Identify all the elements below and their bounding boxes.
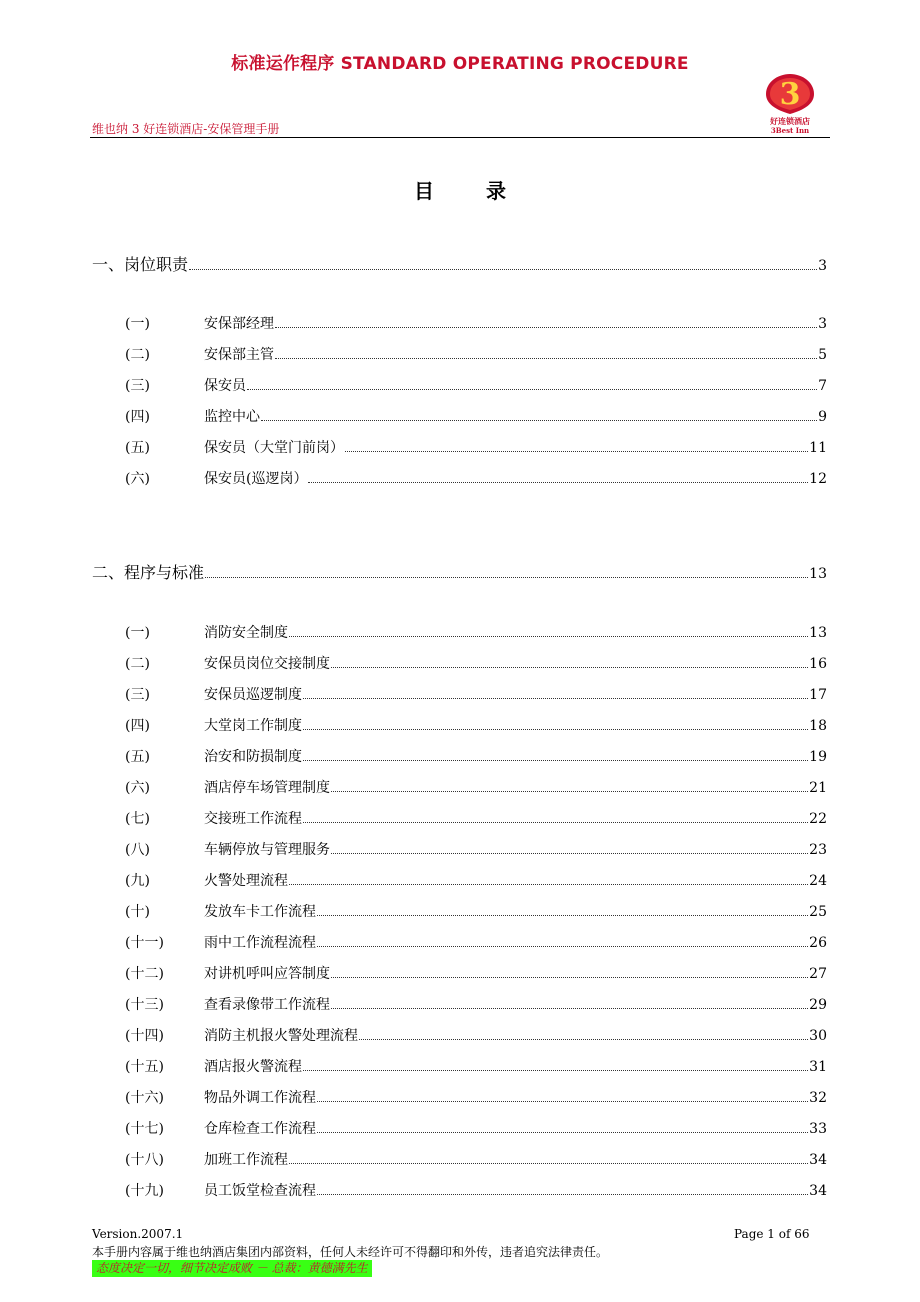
toc-item[interactable]: [125, 901, 827, 925]
toc-item-number: (四): [125, 718, 150, 734]
toc-leader: [359, 1027, 808, 1040]
toc-item[interactable]: [125, 808, 827, 832]
toc-page-number: 25: [809, 904, 827, 920]
toc-item-number: (十四): [125, 1028, 164, 1044]
toc-item-number: (七): [125, 811, 150, 827]
toc-leader: [317, 903, 808, 916]
toc-leader: [303, 810, 808, 823]
toc-item[interactable]: [125, 406, 827, 430]
toc-section[interactable]: [92, 252, 827, 276]
toc-item-number: (六): [125, 780, 150, 796]
toc-page-number: 24: [809, 873, 827, 889]
toc-page-number: 32: [809, 1090, 827, 1106]
toc-item-number: (九): [125, 873, 150, 889]
toc-item-number: (十八): [125, 1152, 164, 1168]
toc-item[interactable]: [125, 622, 827, 646]
toc-item-number: (三): [125, 378, 150, 394]
toc-title: 目 录: [414, 179, 522, 203]
footer-motto: 态度决定一切，细节决定成败 － 总裁：黄德满先生: [92, 1260, 372, 1277]
toc-item-label: 安保员巡逻制度: [204, 687, 302, 703]
toc-item[interactable]: [125, 653, 827, 677]
toc-leader: [345, 439, 808, 452]
toc-item-number: (六): [125, 471, 150, 487]
toc-item-label: 消防安全制度: [204, 625, 288, 641]
toc-item-label: 大堂岗工作制度: [204, 718, 302, 734]
toc-item[interactable]: [125, 1056, 827, 1080]
toc-leader: [331, 841, 808, 854]
toc-page-number: 11: [809, 440, 827, 456]
toc-item-label: 查看录像带工作流程: [204, 997, 330, 1013]
toc-item-label: 车辆停放与管理服务: [204, 842, 330, 858]
toc-item-number: (十五): [125, 1059, 164, 1075]
toc-page-number: 34: [809, 1183, 827, 1199]
toc-item-number: (十三): [125, 997, 164, 1013]
toc-item-label: 酒店报火警流程: [204, 1059, 302, 1075]
toc-item[interactable]: [125, 468, 827, 492]
toc-item-label: 雨中工作流程流程: [204, 935, 316, 951]
toc-item[interactable]: [125, 1025, 827, 1049]
toc-item-label: 火警处理流程: [204, 873, 288, 889]
toc-leader: [303, 686, 808, 699]
toc-item-number: (四): [125, 409, 150, 425]
toc-leader: [205, 563, 808, 578]
toc-item-label: 物品外调工作流程: [204, 1090, 316, 1106]
toc-leader: [189, 255, 817, 270]
toc-item-number: (一): [125, 316, 150, 332]
footer-notice: 本手册内容属于维也纳酒店集团内部资料，任何人未经许可不得翻印和外传，违者追究法律责任。: [92, 1245, 609, 1259]
toc-item-number: (二): [125, 347, 150, 363]
toc-item[interactable]: [125, 715, 827, 739]
toc-section-label: 一、岗位职责: [92, 255, 189, 274]
toc-item-label: 安保部主管: [204, 347, 274, 363]
toc-page-number: 26: [809, 935, 827, 951]
hotel-logo: [760, 70, 820, 136]
toc-leader: [289, 872, 808, 885]
toc-item[interactable]: [125, 839, 827, 863]
toc-leader: [303, 748, 808, 761]
toc-leader: [331, 655, 808, 668]
toc-leader: [317, 1120, 808, 1133]
toc-item[interactable]: [125, 375, 827, 399]
toc-item[interactable]: [125, 1149, 827, 1173]
toc-leader: [317, 1182, 808, 1195]
toc-section-label: 二、程序与标准: [92, 563, 205, 582]
toc-page-number: 18: [809, 718, 827, 734]
toc-page-number: 30: [809, 1028, 827, 1044]
toc-page-number: 34: [809, 1152, 827, 1168]
toc-page-number: 5: [818, 347, 827, 363]
toc-item[interactable]: [125, 344, 827, 368]
toc-item-number: (三): [125, 687, 150, 703]
toc-section[interactable]: [92, 560, 827, 584]
toc-page-number: 33: [809, 1121, 827, 1137]
toc-item-label: 员工饭堂检查流程: [204, 1183, 316, 1199]
toc-leader: [317, 934, 808, 947]
toc-item-number: (五): [125, 440, 150, 456]
toc-item-label: 对讲机呼叫应答制度: [204, 966, 330, 982]
toc-item-number: (十七): [125, 1121, 164, 1137]
toc-item[interactable]: [125, 994, 827, 1018]
toc-leader: [317, 1089, 808, 1102]
toc-item-label: 安保部经理: [204, 316, 274, 332]
toc-item-number: (一): [125, 625, 150, 641]
toc-item-label: 酒店停车场管理制度: [204, 780, 330, 796]
toc-leader: [289, 1151, 808, 1164]
toc-leader: [331, 996, 808, 1009]
toc-item-label: 发放车卡工作流程: [204, 904, 316, 920]
toc-page-number: 23: [809, 842, 827, 858]
toc-item-number: (十九): [125, 1183, 164, 1199]
toc-item-label: 消防主机报火警处理流程: [204, 1028, 358, 1044]
toc-item[interactable]: [125, 746, 827, 770]
toc-page-number: 22: [809, 811, 827, 827]
toc-item-label: 保安员: [204, 378, 246, 394]
toc-page-number: 19: [809, 749, 827, 765]
toc-leader: [331, 779, 808, 792]
toc-item[interactable]: [125, 313, 827, 337]
toc-leader: [303, 717, 808, 730]
header-subtitle: 维也纳 3 好连锁酒店-安保管理手册: [92, 122, 280, 136]
footer-version: Version.2007.1: [92, 1227, 184, 1241]
toc-item-label: 仓库检查工作流程: [204, 1121, 316, 1137]
toc-item-number: (五): [125, 749, 150, 765]
toc-item-number: (十一): [125, 935, 164, 951]
toc-page-number: 3: [818, 258, 827, 274]
toc-leader: [308, 470, 808, 483]
toc-item-label: 安保员岗位交接制度: [204, 656, 330, 672]
toc-leader: [275, 315, 817, 328]
toc-leader: [247, 377, 817, 390]
toc-item-label: 治安和防损制度: [204, 749, 302, 765]
toc-item[interactable]: [125, 932, 827, 956]
toc-item-label: 交接班工作流程: [204, 811, 302, 827]
toc-leader: [261, 408, 817, 421]
toc-page-number: 16: [809, 656, 827, 672]
footer-page-number: Page 1 of 66: [734, 1227, 810, 1241]
toc-leader: [303, 1058, 808, 1071]
toc-page-number: 12: [809, 471, 827, 487]
toc-leader: [275, 346, 817, 359]
toc-page-number: 7: [818, 378, 827, 394]
toc-page-number: 13: [809, 566, 827, 582]
toc-item[interactable]: [125, 1087, 827, 1111]
toc-item[interactable]: [125, 437, 827, 461]
toc-item[interactable]: [125, 870, 827, 894]
logo-heart-icon: [760, 70, 820, 116]
toc-page-number: 3: [818, 316, 827, 332]
toc-item-number: (八): [125, 842, 150, 858]
header-title: 标准运作程序 STANDARD OPERATING PROCEDURE: [231, 54, 689, 74]
toc-page-number: 29: [809, 997, 827, 1013]
toc-item[interactable]: [125, 1180, 827, 1204]
toc-item-label: 保安员（大堂门前岗）: [204, 440, 344, 456]
toc-leader: [331, 965, 808, 978]
toc-item-number: (十): [125, 904, 150, 920]
toc-page-number: 21: [809, 780, 827, 796]
toc-item[interactable]: [125, 684, 827, 708]
toc-item[interactable]: [125, 777, 827, 801]
header-divider: [90, 137, 830, 138]
logo-en-text: 3Best Inn: [770, 126, 810, 135]
toc-page-number: 17: [809, 687, 827, 703]
logo-number: 3: [779, 77, 801, 112]
toc-page-number: 13: [809, 625, 827, 641]
toc-page-number: 31: [809, 1059, 827, 1075]
toc-page-number: 27: [809, 966, 827, 982]
toc-item-number: (十六): [125, 1090, 164, 1106]
toc-item-label: 监控中心: [204, 409, 260, 425]
toc-item-label: 保安员(巡逻岗）: [204, 471, 308, 487]
toc-item-number: (二): [125, 656, 150, 672]
toc-page-number: 9: [818, 409, 827, 425]
logo-cn-text: 好连锁酒店: [770, 116, 810, 126]
toc-item[interactable]: [125, 963, 827, 987]
toc-leader: [289, 624, 808, 637]
toc-item-label: 加班工作流程: [204, 1152, 288, 1168]
toc-item-number: (十二): [125, 966, 164, 982]
toc-item[interactable]: [125, 1118, 827, 1142]
